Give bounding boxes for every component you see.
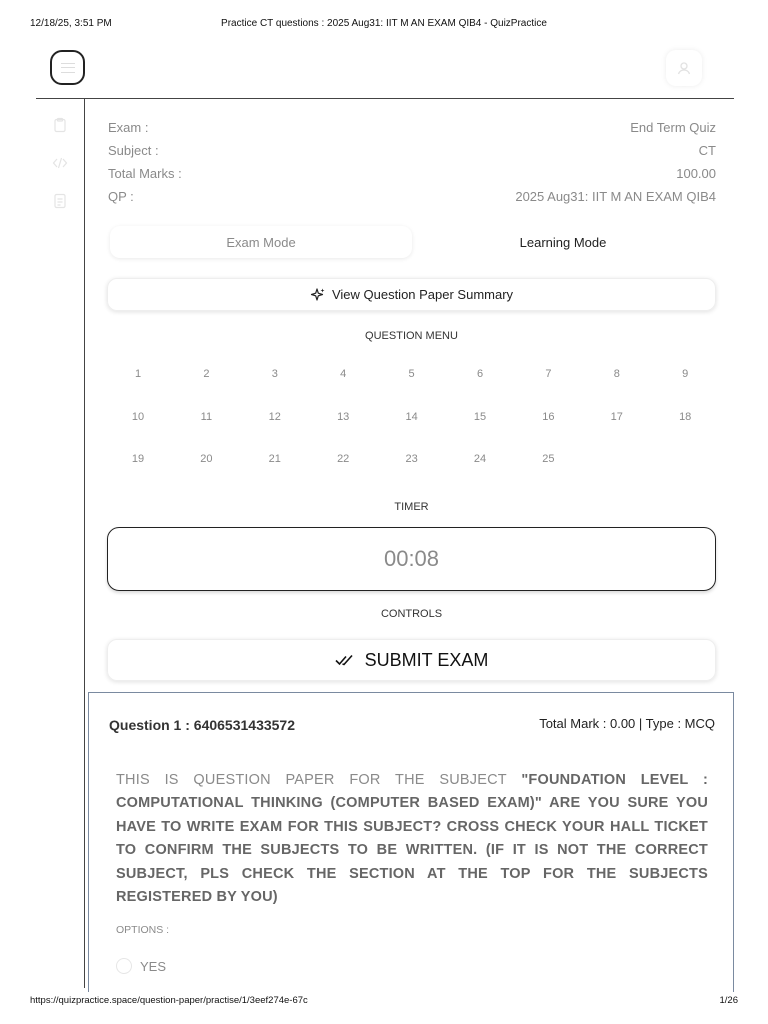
- menu-icon: [61, 63, 75, 73]
- subject-info-row: [108, 143, 716, 161]
- question-text-bold: "FOUNDATION LEVEL : COMPUTATIONAL THINKING (COMPUTER BASED EXAM)" ARE YOU SURE YOU HAVE TO WRITE EXAM FOR THIS SUBJECT? CROSS CHECK YOUR HALL TICKET TO CONFIRM THE SUBJECTS TO BE WRITTEN. (IF IT IS NOT THE CORRECT SUBJECT, PLS CHECK THE SECTION AT THE TOP FOR THE SUBJECTS REGISTERED BY YOU): [116, 772, 708, 906]
- view-summary-label: View Question Paper Summary: [331, 287, 514, 302]
- question-number-button[interactable]: 20: [200, 453, 213, 465]
- option-label: YES: [140, 958, 167, 974]
- total-marks-info-row: [108, 166, 716, 184]
- qp-label: QP :: [108, 189, 134, 204]
- question-number-button[interactable]: 13: [337, 410, 350, 423]
- question-menu-title: QUESTION MENU: [365, 330, 458, 342]
- sidebar-item-documents[interactable]: [52, 192, 68, 210]
- exam-mode-tab[interactable]: Exam Mode: [110, 226, 412, 258]
- question-number-button[interactable]: 5: [408, 368, 415, 380]
- subject-value: CT: [698, 143, 716, 158]
- menu-button[interactable]: [50, 50, 85, 85]
- question-number-button[interactable]: 11: [200, 410, 213, 423]
- print-url: https://quizpractice.space/question-paper/practise/1/3eef274e-67c: [30, 995, 308, 1006]
- controls-title: CONTROLS: [380, 608, 443, 620]
- question-number-button[interactable]: 22: [337, 453, 350, 465]
- submit-exam-label: SUBMIT EXAM: [364, 649, 489, 670]
- question-card: [88, 692, 734, 992]
- sparkles-icon: [310, 287, 326, 303]
- question-number-button[interactable]: 19: [131, 453, 145, 465]
- view-summary-button[interactable]: [107, 278, 716, 311]
- user-button[interactable]: [666, 50, 702, 86]
- sidebar-divider: [84, 98, 85, 988]
- option-yes[interactable]: [116, 958, 166, 974]
- question-number-button[interactable]: 10: [131, 410, 145, 423]
- question-number-button[interactable]: 15: [473, 410, 487, 423]
- sidebar-item-code[interactable]: [52, 154, 68, 172]
- print-page-number: 1/26: [719, 995, 738, 1006]
- question-text: [116, 769, 708, 909]
- clipboard-icon: [52, 117, 68, 133]
- qp-value: 2025 Aug31: IIT M AN EXAM QIB4: [515, 189, 716, 204]
- question-number-button[interactable]: 21: [268, 453, 281, 465]
- exam-info-row: [108, 120, 716, 138]
- question-number-button[interactable]: 14: [405, 410, 418, 423]
- question-number-button[interactable]: 6: [476, 368, 484, 380]
- option-radio[interactable]: [116, 958, 132, 974]
- document-icon: [52, 193, 68, 209]
- print-footer: [30, 995, 738, 1009]
- subject-label: Subject :: [108, 143, 159, 158]
- double-check-icon: [335, 653, 357, 667]
- exam-value: End Term Quiz: [630, 120, 716, 135]
- print-datetime: 12/18/25, 3:51 PM: [30, 18, 112, 29]
- question-number-button[interactable]: 2: [203, 368, 210, 380]
- exam-label: Exam :: [108, 120, 149, 135]
- question-number-button[interactable]: 8: [613, 368, 620, 380]
- question-text-prefix: THIS IS QUESTION PAPER FOR THE SUBJECT: [116, 772, 522, 788]
- header-divider: [36, 98, 734, 99]
- question-number-button[interactable]: 4: [340, 368, 347, 380]
- print-page-title: Practice CT questions : 2025 Aug31: IIT M AN EXAM QIB4 - QuizPractice: [221, 18, 547, 29]
- sidebar-item-exams[interactable]: [52, 116, 68, 134]
- user-icon: [676, 60, 692, 76]
- total-marks-label: Total Marks :: [108, 166, 182, 181]
- question-number-button[interactable]: 23: [405, 453, 418, 465]
- code-icon: [52, 155, 68, 171]
- question-number-button[interactable]: 12: [268, 410, 281, 423]
- options-label: OPTIONS :: [116, 924, 170, 936]
- question-number-button[interactable]: 17: [610, 410, 623, 423]
- question-number-button[interactable]: 1: [134, 368, 142, 380]
- submit-exam-button[interactable]: [107, 639, 716, 681]
- question-number-button[interactable]: 7: [545, 368, 552, 380]
- question-number-button[interactable]: 3: [271, 368, 278, 380]
- timer-title: TIMER: [394, 501, 429, 513]
- qp-info-row: [108, 189, 716, 207]
- question-number-button[interactable]: 18: [679, 410, 692, 423]
- timer-display: 00:08: [107, 527, 716, 591]
- question-title: Question 1 : 6406531433572: [109, 717, 296, 733]
- question-number-button[interactable]: 25: [542, 453, 555, 465]
- question-number-button[interactable]: 24: [473, 453, 487, 465]
- question-number-button[interactable]: 9: [682, 368, 689, 380]
- total-marks-value: 100.00: [676, 166, 716, 181]
- question-meta: Total Mark : 0.00 | Type : MCQ: [539, 716, 715, 731]
- print-header: [30, 18, 738, 34]
- question-number-button[interactable]: 16: [542, 410, 555, 423]
- learning-mode-tab[interactable]: Learning Mode: [519, 234, 607, 250]
